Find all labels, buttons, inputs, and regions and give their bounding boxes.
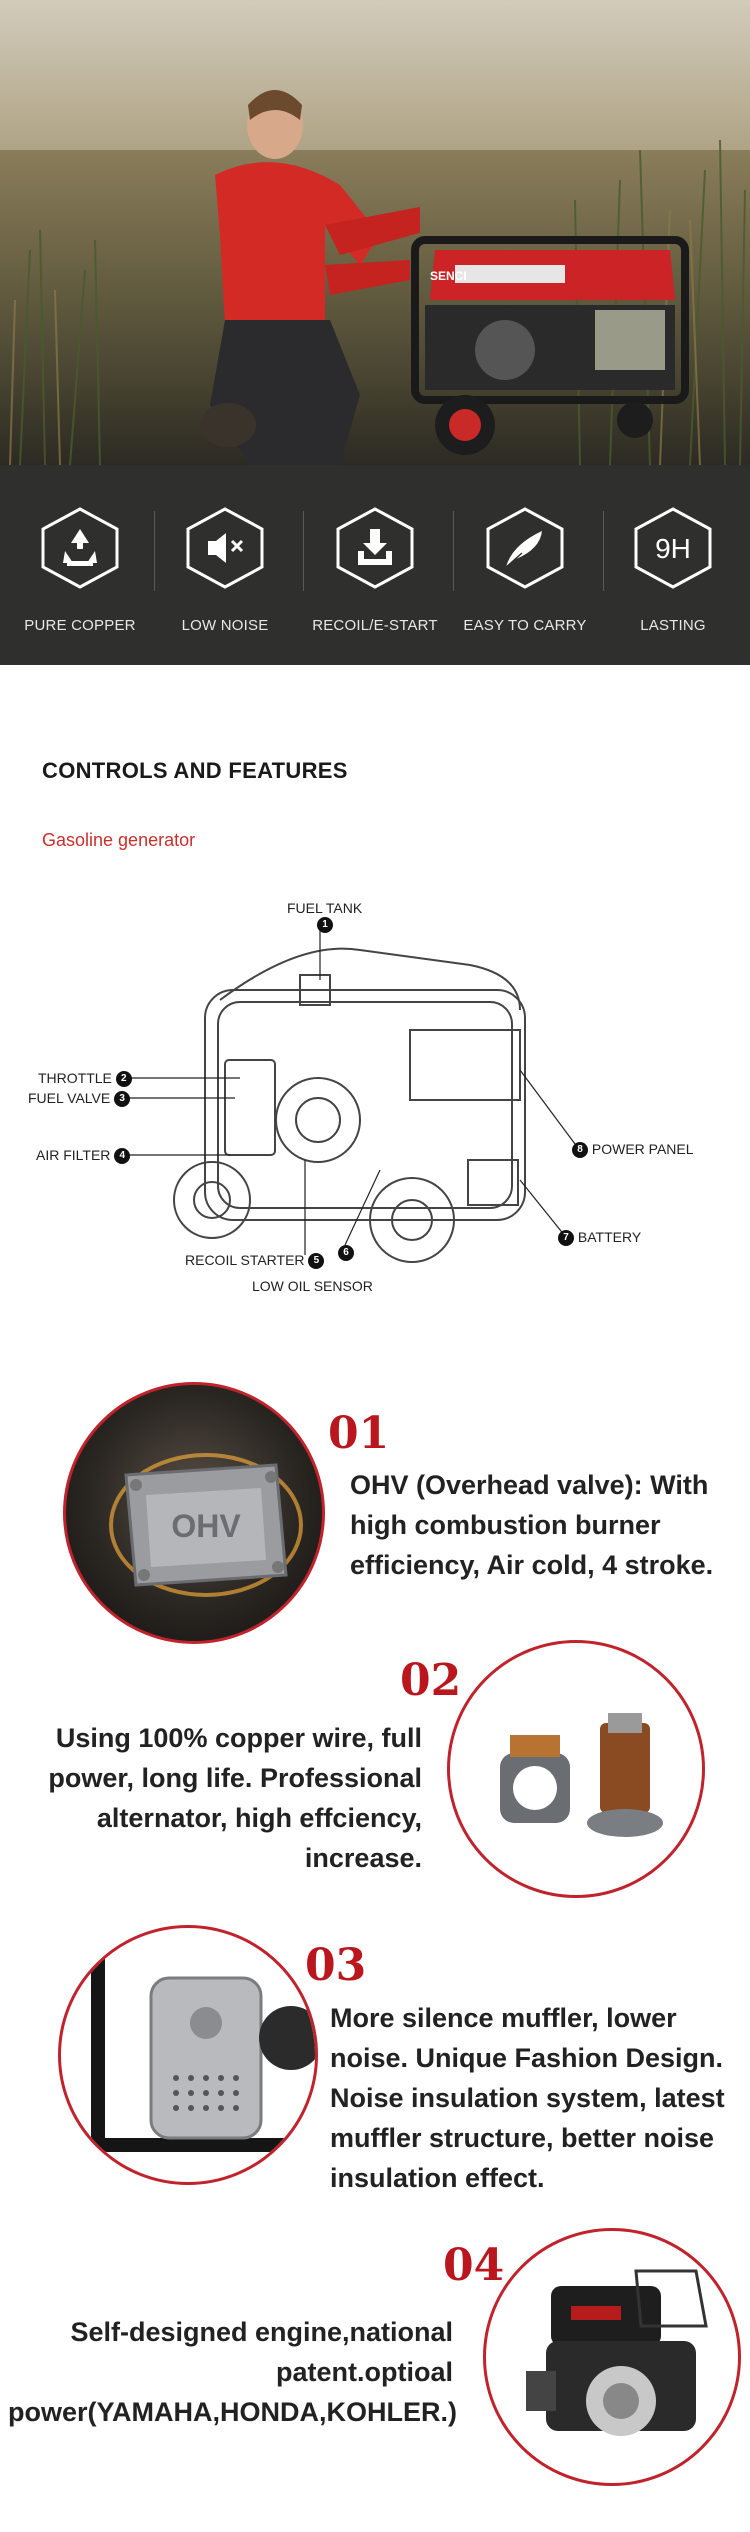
callout-battery: 7 BATTERY bbox=[558, 1229, 641, 1246]
feature-label: PURE COPPER bbox=[24, 617, 136, 634]
recycle-icon bbox=[37, 505, 123, 591]
copper-alternator-image bbox=[447, 1640, 705, 1898]
callout-air-filter: AIR FILTER 4 bbox=[36, 1147, 130, 1164]
muffler-illustration bbox=[61, 1928, 318, 2185]
feature-label: LOW NOISE bbox=[181, 617, 269, 634]
brand-badge: SENCI bbox=[430, 269, 467, 283]
man-in-red-jacket bbox=[130, 65, 420, 465]
block-text: Self-designed engine,national patent.optioal power(YAMAHA,HONDA,KOHLER.) bbox=[8, 2317, 458, 2427]
ohv-valve-cover-image bbox=[63, 1382, 325, 1644]
speaker-mute-icon bbox=[182, 505, 268, 591]
feature-recoil-estart bbox=[300, 505, 450, 645]
generator-photo bbox=[395, 210, 705, 465]
alternator-illustration bbox=[450, 1643, 705, 1898]
feature-low-noise bbox=[150, 505, 300, 645]
hero-photo bbox=[0, 0, 750, 465]
block-number: 03 bbox=[305, 1940, 367, 1991]
callout-number-6: 6 bbox=[338, 1244, 354, 1261]
feature-label: EASY TO CARRY bbox=[463, 617, 587, 634]
block-number: 02 bbox=[400, 1655, 462, 1706]
block-text: OHV (Overhead valve): With high combustion burner efficiency, Air cold, 4 stroke. bbox=[350, 1470, 714, 1580]
feature-lasting bbox=[598, 505, 748, 645]
ohv-cover-illustration bbox=[66, 1385, 325, 1644]
feature-label: RECOIL/E-START bbox=[312, 617, 438, 634]
section-title: CONTROLS AND FEATURES bbox=[42, 758, 348, 783]
callout-recoil-starter: RECOIL STARTER 5 bbox=[185, 1252, 324, 1269]
feature-bar bbox=[0, 465, 750, 665]
9h-glyph: 9H bbox=[655, 533, 691, 564]
section-subtitle: Gasoline generator bbox=[42, 830, 196, 850]
feature-label: LASTING bbox=[640, 617, 706, 634]
block-text: Using 100% copper wire, full power, long life. Professional alternator, high effciency, increase. bbox=[48, 1723, 422, 1873]
engine-illustration bbox=[486, 2231, 741, 2486]
block-number: 01 bbox=[328, 1408, 390, 1459]
callout-low-oil-sensor: LOW OIL SENSOR bbox=[252, 1278, 373, 1294]
block-number: 04 bbox=[443, 2240, 505, 2291]
9h-icon bbox=[630, 505, 716, 591]
muffler-image bbox=[58, 1925, 318, 2185]
engine-image bbox=[483, 2228, 741, 2486]
feature-pure-copper bbox=[5, 505, 155, 645]
feature-easy-to-carry bbox=[450, 505, 600, 645]
callout-fuel-tank: FUEL TANK 1 bbox=[287, 900, 362, 933]
callout-throttle: THROTTLE 2 bbox=[38, 1070, 132, 1087]
generator-diagram bbox=[0, 880, 750, 1310]
download-tray-icon bbox=[332, 505, 418, 591]
callout-fuel-valve: FUEL VALVE 3 bbox=[28, 1090, 130, 1107]
callout-power-panel: 8 POWER PANEL bbox=[572, 1141, 694, 1158]
ohv-emboss: OHV bbox=[171, 1508, 241, 1544]
feather-icon bbox=[482, 505, 568, 591]
block-text: More silence muffler, lower noise. Unique Fashion Design. Noise insulation system, latest muffler structure, better noise insulation effect. bbox=[330, 2003, 725, 2193]
